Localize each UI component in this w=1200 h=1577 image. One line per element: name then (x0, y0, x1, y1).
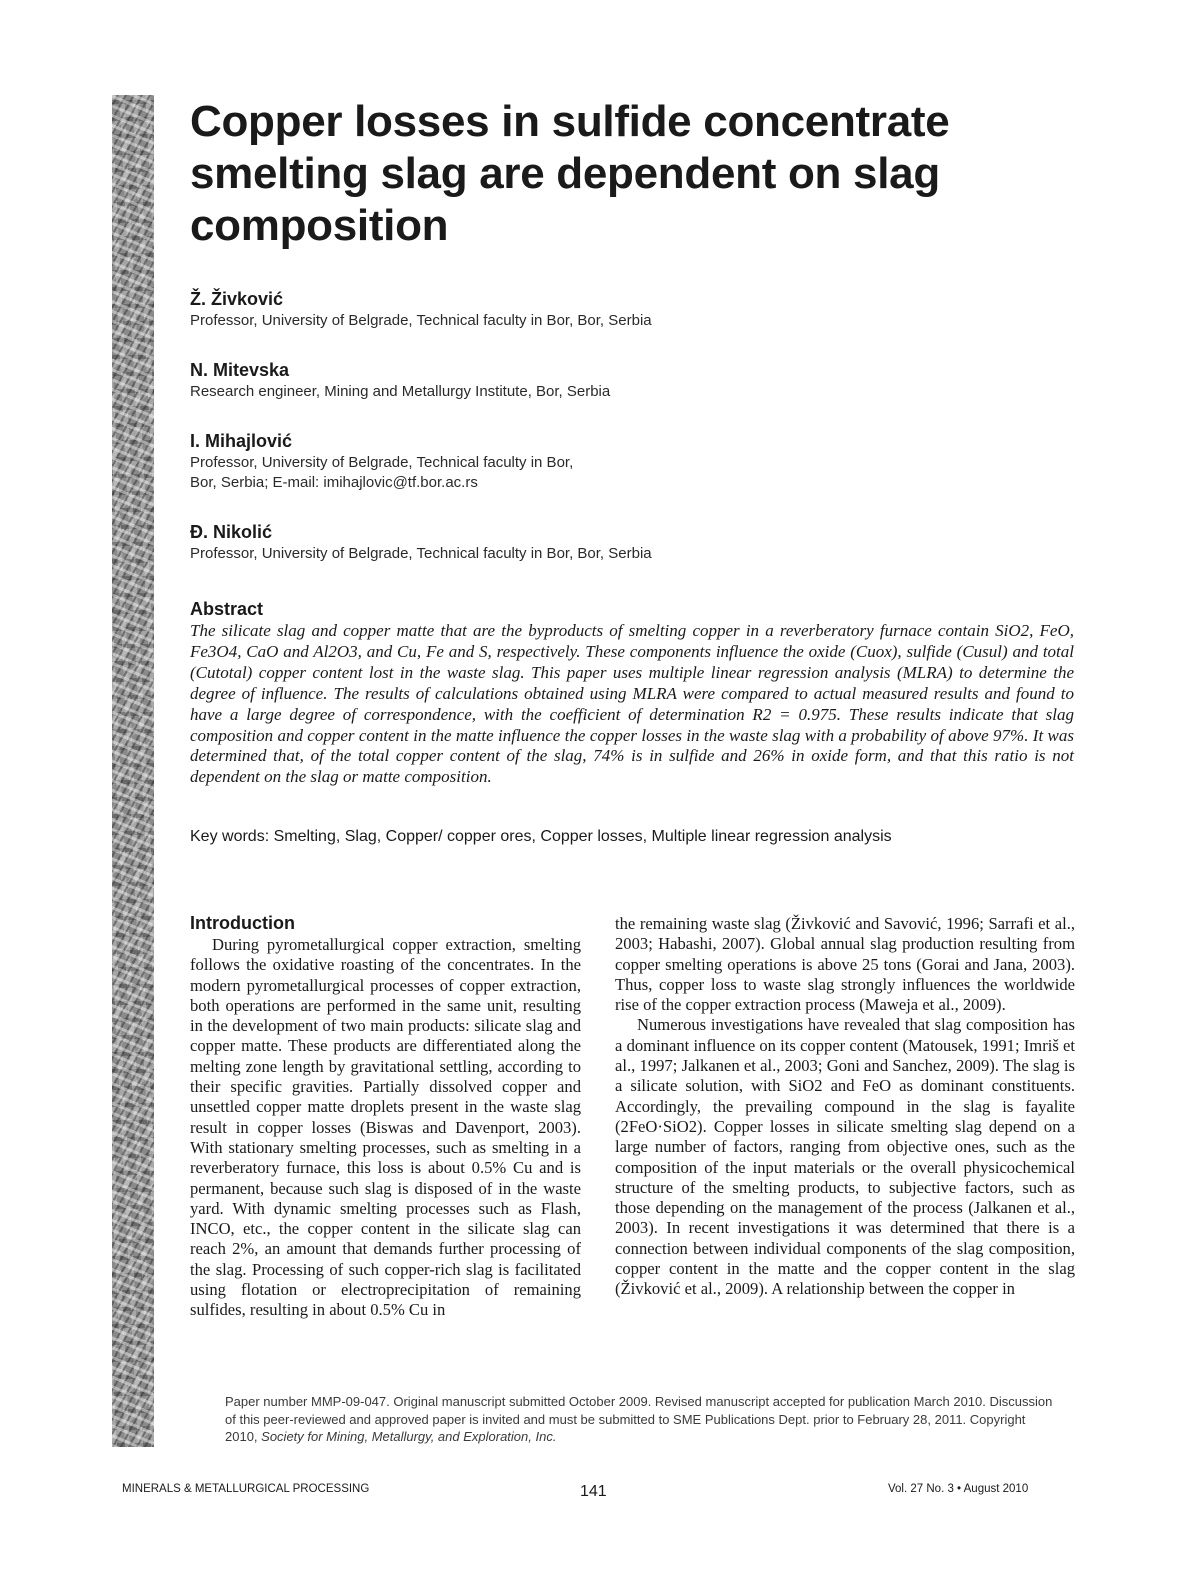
author-name: I. Mihajlović (190, 431, 293, 451)
author-name: Đ. Nikolić (190, 522, 273, 542)
author-entry (190, 359, 1090, 430)
page-number: 141 (580, 1483, 607, 1500)
footnote-society: Society for Mining, Metallurgy, and Exploration, Inc. (261, 1429, 557, 1444)
author-entry (190, 288, 1090, 359)
intro-right-column (615, 914, 1075, 1300)
author-affiliation: Professor, University of Belgrade, Technical faculty in Bor, Bor, Serbia (190, 545, 652, 562)
intro-left-column (190, 912, 581, 1321)
intro-paragraph: Numerous investigations have revealed that slag composition has a dominant influence on its copper content (Matousek, 1991; Imriš et al., 1997; Jalkanen et al., 2003; Goni and Sanchez, 2009). The slag is a silicate solution, with SiO2 and FeO as dominant constituents. Accordingly, the prevailing compound in the slag is fayalite (2FeO·SiO2). Copper losses in silicate smelting slag depend on a large number of factors, ranging from objective ones, such as the composition of the input materials or the overall physicochemical structure of the smelting products, to subjective factors, such as those depending on the management of the process (Jalkanen et al., 2003). In recent investigations it was determined that there is a connection between individual components of the slag composition, copper content in the matte and the copper content in the slag (Živković et al., 2009). A relationship between the copper in (615, 1015, 1075, 1299)
article-title: Copper losses in sulfide concentrate smelting slag are dependent on slag composition (190, 97, 950, 250)
footnote-text: Paper number MMP-09-047. Original manuscript submitted October 2009. Revised manuscript accepted for publication March 2010. Discussion of this peer-reviewed and approved paper is invited and must be submitted to SME Publications Dept. prior to February 28, 2011. Copyright 2010, (225, 1394, 1053, 1444)
author-affiliation: Professor, University of Belgrade, Technical faculty in Bor, Bor, Serbia; E-mail: imihajlovic@tf.bor.ac.rs (190, 454, 574, 491)
intro-paragraph-continued: the remaining waste slag (Živković and Savović, 1996; Sarrafi et al., 2003; Habashi, 2007). Global annual slag production resulting from copper smelting operations is above 25 tons (Gorai and Jana, 2003). Thus, copper loss to waste slag strongly influences the worldwide rise of the copper extraction process (Maweja et al., 2009). (615, 914, 1075, 1015)
decorative-stone-strip (112, 95, 154, 1447)
author-list (190, 288, 1090, 592)
footer-journal: MINERALS & METALLURGICAL PROCESSING (122, 1483, 370, 1495)
author-name: N. Mitevska (190, 360, 290, 380)
author-entry (190, 430, 1090, 521)
introduction-heading: Introduction (190, 913, 295, 933)
intro-paragraph: During pyrometallurgical copper extraction, smelting follows the oxidative roasting of the concentrates. In the modern pyrometallurgical processes of copper extraction, both operations are performed in the same unit, resulting in the development of two main products: silicate slag and copper matte. These products are differentiated along the melting zone length by gravitational settling, according to their specific gravities. Partially dissolved copper and unsettled copper matte droplets present in the waste slag result in copper losses (Biswas and Davenport, 2003). With stationary smelting processes, such as smelting in a reverberatory furnace, this loss is about 0.5% Cu and is permanent, because such slag is disposed of in the waste yard. With dynamic smelting processes such as Flash, INCO, etc., the copper content in the silicate slag can reach 2%, an amount that demands further processing of the slag. Processing of such copper-rich slag is facilitated using flotation or electroprecipitation of remaining sulfides, resulting in about 0.5% Cu in (190, 935, 581, 1320)
keywords: Key words: Smelting, Slag, Copper/ copper ores, Copper losses, Multiple linear regression analysis (190, 828, 892, 845)
author-name: Ž. Živković (190, 289, 284, 309)
abstract-heading: Abstract (190, 599, 264, 619)
author-affiliation: Research engineer, Mining and Metallurgy Institute, Bor, Serbia (190, 383, 611, 400)
abstract-text: The silicate slag and copper matte that are the byproducts of smelting copper in a reverberatory furnace contain SiO2, FeO, Fe3O4, CaO and Al2O3, and Cu, Fe and S, respectively. These components influence the oxide (Cuox), sulfide (Cusul) and total (Cutotal) copper content lost in the waste slag. This paper uses multiple linear regression analysis (MLRA) to determine the degree of influence. The results of calculations obtained using MLRA were compared to actual measured results and found to have a large degree of correspondence, with the coefficient of determination R2 = 0.975. These results indicate that slag composition and copper content in the matte influence the copper losses in the waste slag with a probability of above 97%. It was determined that, of the total copper content of the slag, 74% is in sulfide and 26% in oxide form, and that this ratio is not dependent on the slag or matte composition. (190, 621, 1074, 787)
author-affiliation: Professor, University of Belgrade, Technical faculty in Bor, Bor, Serbia (190, 312, 652, 329)
author-entry (190, 521, 1090, 592)
manuscript-footnote (225, 1393, 1055, 1446)
footer-issue: Vol. 27 No. 3 • August 2010 (888, 1483, 1029, 1495)
